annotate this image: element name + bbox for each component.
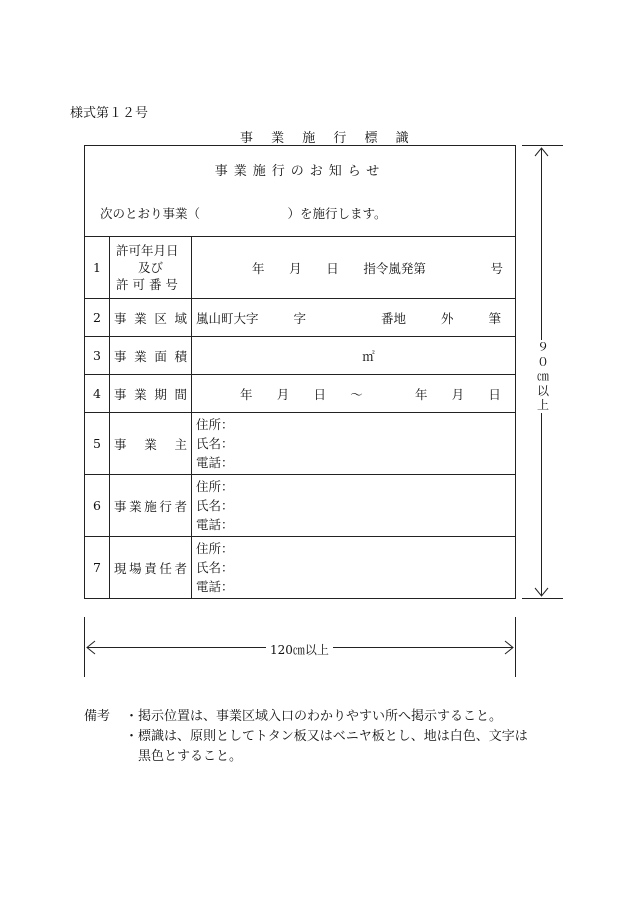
value-part: 嵐山町大字 bbox=[196, 310, 259, 326]
value-part: 日 bbox=[326, 260, 339, 276]
remarks-heading: 備考 bbox=[84, 709, 111, 724]
value-part: 番地 bbox=[380, 310, 406, 326]
address-line: 住所： bbox=[196, 417, 234, 432]
height-label-char: ９ bbox=[536, 340, 549, 354]
label-char: 業 bbox=[134, 348, 147, 364]
value-part: 筆 bbox=[488, 310, 501, 326]
width-label: 120㎝以上 bbox=[266, 641, 333, 658]
row-number: 5 bbox=[85, 413, 110, 475]
label-char: 域 bbox=[174, 310, 187, 326]
label-line: 及び bbox=[137, 260, 163, 275]
phone-line: 電話： bbox=[196, 579, 234, 594]
label-char: 間 bbox=[174, 386, 187, 402]
remark-item: ・掲示位置は、事業区域入口のわかりやすい所へ掲示すること。 bbox=[125, 709, 503, 724]
form-number: 様式第１２号 bbox=[70, 106, 149, 121]
address-line: 住所： bbox=[196, 541, 234, 556]
label-line: 許可年月日 bbox=[116, 243, 179, 258]
height-label-char: ０ bbox=[536, 354, 549, 369]
label-char: 事 bbox=[114, 386, 127, 402]
label-char: 期 bbox=[154, 386, 167, 402]
value-part: 月 bbox=[276, 386, 290, 402]
label-char: 者 bbox=[174, 498, 187, 514]
label-char: 積 bbox=[174, 348, 187, 364]
label-char: 施 bbox=[144, 498, 157, 514]
label-char: 者 bbox=[174, 560, 187, 576]
value-part: 字 bbox=[293, 310, 306, 326]
label-char: 区 bbox=[154, 310, 167, 326]
label-char: 業 bbox=[134, 386, 147, 402]
label-char: 行 bbox=[159, 498, 172, 514]
label-char: 場 bbox=[129, 560, 142, 576]
row-number: 7 bbox=[85, 537, 110, 599]
label-char: 事 bbox=[114, 310, 127, 326]
value-part: 月 bbox=[289, 260, 302, 276]
remark-item: ・標識は、原則としてトタン板又はベニヤ板とし、地は白色、文字は bbox=[125, 729, 528, 744]
label-char: 事 bbox=[114, 348, 127, 364]
value-part: 年 bbox=[252, 260, 265, 276]
row-number: 1 bbox=[85, 237, 110, 299]
notice-title: 事業施行のお知らせ bbox=[214, 164, 386, 179]
value-part: 年 bbox=[240, 386, 253, 402]
value-part: 月 bbox=[451, 386, 465, 402]
label-char: 事 bbox=[114, 498, 127, 514]
notice-body: 次のとおり事業（ ）を施行します。 bbox=[100, 206, 387, 221]
label-char: 業 bbox=[129, 498, 142, 514]
label-char: 業 bbox=[134, 310, 147, 326]
label-char: 面 bbox=[154, 348, 167, 364]
height-label-char: 以 bbox=[536, 383, 549, 398]
phone-line: 電話： bbox=[196, 455, 234, 470]
address-line: 住所： bbox=[196, 479, 234, 494]
label-line: 許 可 番 号 bbox=[116, 277, 178, 292]
row-number: 6 bbox=[85, 475, 110, 537]
area-unit: ㎡ bbox=[362, 348, 375, 364]
remark-item-continued: 黒色とすること。 bbox=[138, 749, 243, 764]
value-part: 外 bbox=[440, 310, 454, 326]
height-label-char: ㎝ bbox=[536, 369, 549, 383]
sign-title: 事 業 施 行 標 識 bbox=[240, 131, 416, 146]
value-part: 年 bbox=[414, 386, 428, 402]
name-line: 氏名： bbox=[196, 560, 234, 575]
label-char: 主 bbox=[174, 436, 187, 452]
row-number: 3 bbox=[85, 337, 110, 375]
name-line: 氏名： bbox=[196, 436, 234, 451]
value-part: 号 bbox=[490, 260, 503, 276]
value-part: 指令嵐発第 bbox=[363, 260, 426, 276]
height-label bbox=[535, 340, 551, 413]
phone-line: 電話： bbox=[196, 517, 234, 532]
label-char: 任 bbox=[159, 560, 172, 576]
name-line: 氏名： bbox=[196, 498, 234, 513]
label-char: 業 bbox=[144, 436, 157, 452]
label-char: 責 bbox=[144, 560, 157, 576]
height-label-text bbox=[535, 340, 551, 413]
row-number: 4 bbox=[85, 375, 110, 413]
label-char: 事 bbox=[114, 436, 127, 452]
label-char: 現 bbox=[114, 560, 127, 576]
row-number: 2 bbox=[85, 299, 110, 337]
value-part: ～ bbox=[350, 386, 363, 402]
height-label-char: 上 bbox=[536, 398, 549, 412]
value-part: 日 bbox=[313, 386, 326, 402]
value-part: 日 bbox=[488, 386, 501, 402]
